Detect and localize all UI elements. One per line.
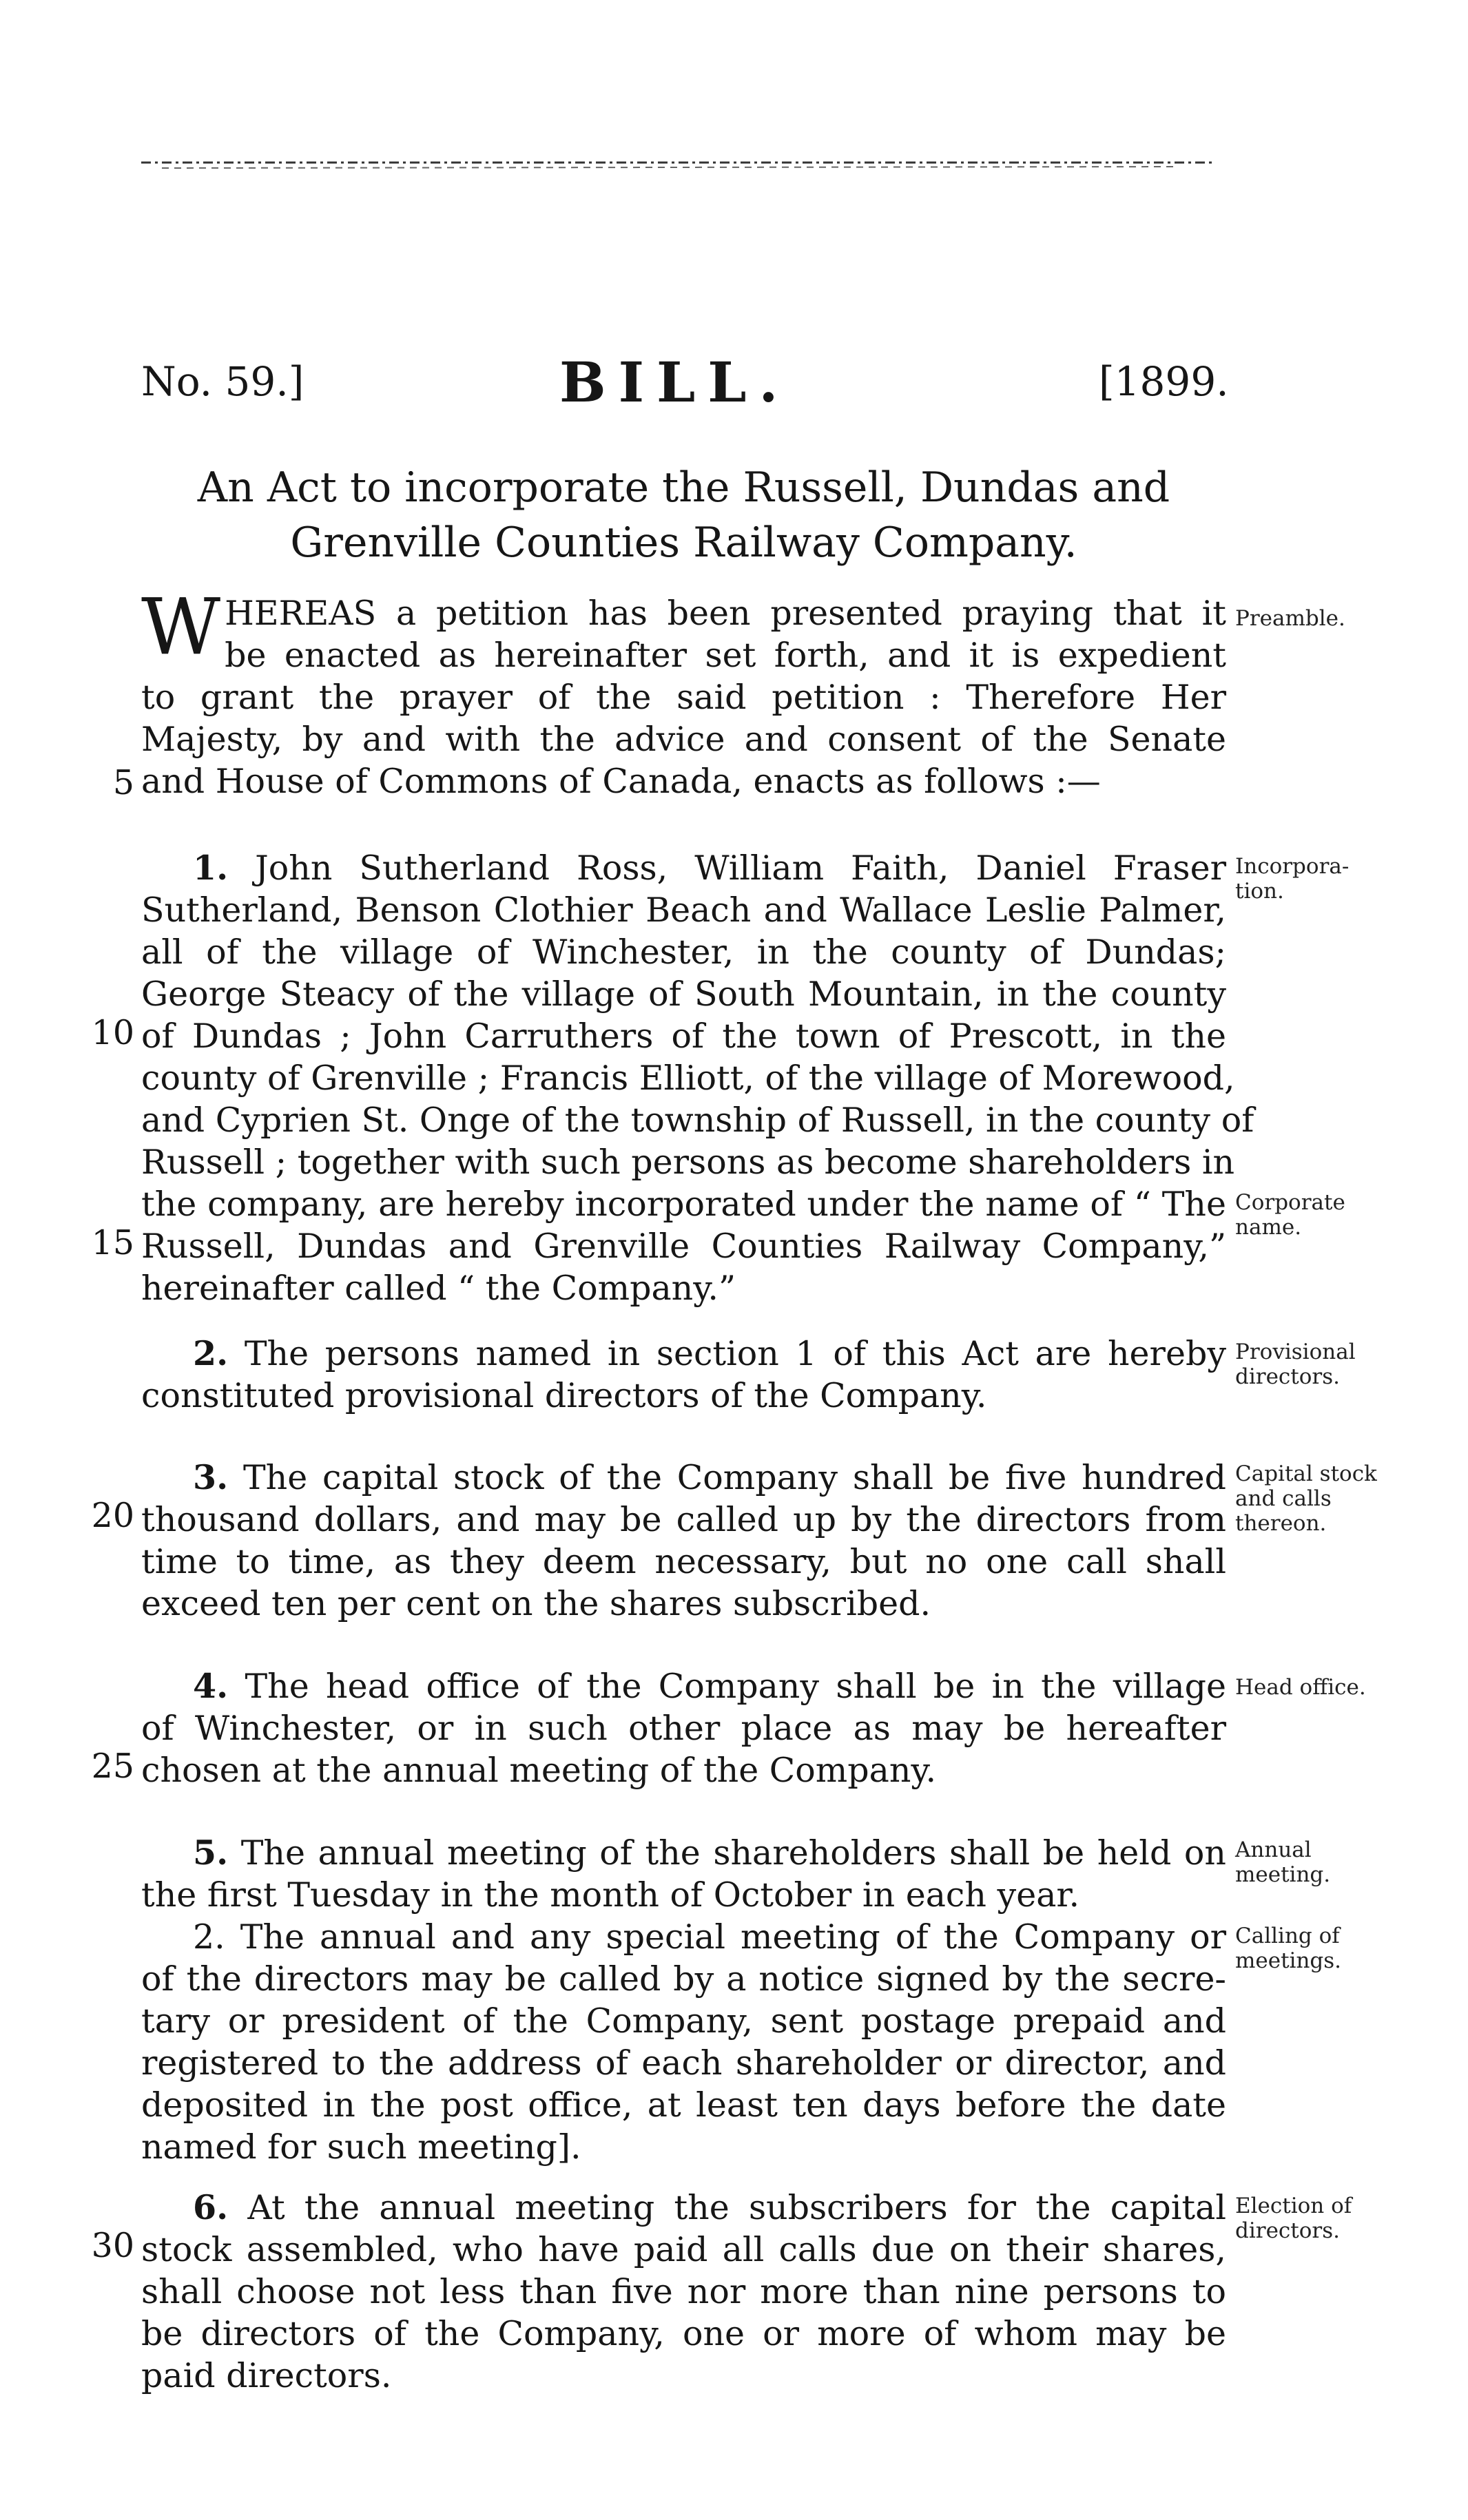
- section-line: 3. The capital stock of the Company shall be five hundred: [193, 1457, 1227, 1497]
- section-line: Russell, Dundas and Grenville Counties Railway Company,”: [141, 1227, 1226, 1266]
- margin-note-head-office: Head office.: [1235, 1675, 1366, 1700]
- line-number: 30: [91, 2226, 134, 2265]
- section-4: [141, 1665, 1226, 1791]
- margin-note-capital-stock: Capital stock and calls thereon.: [1235, 1461, 1377, 1536]
- section-line: 5. The annual meeting of the shareholders shall be held on: [193, 1833, 1226, 1873]
- section-number: 3.: [193, 1457, 229, 1497]
- section-line: time to time, as they deem necessary, but no one call shall: [141, 1542, 1226, 1581]
- line-number: 10: [91, 1013, 134, 1052]
- preamble-line: and House of Commons of Canada, enacts as follows :—: [141, 762, 1101, 801]
- section-number: 5.: [193, 1833, 229, 1873]
- section-line: the first Tuesday in the month of October in each year.: [141, 1875, 1080, 1915]
- section-line: Russell ; together with such persons as become shareholders in: [141, 1143, 1235, 1182]
- margin-note-corporate-name: Corporate name.: [1235, 1190, 1345, 1240]
- section-line: chosen at the annual meeting of the Company.: [141, 1751, 937, 1790]
- preamble-line: be enacted as hereinafter set forth, and it is expedient: [225, 636, 1226, 675]
- section-line: of Dundas ; John Carruthers of the town of Prescott, in the: [141, 1017, 1226, 1056]
- section-line: thousand dollars, and may be called up by the directors from: [141, 1500, 1226, 1539]
- top-rule: [141, 157, 1212, 172]
- margin-note-calling-meetings: Calling of meetings.: [1235, 1924, 1342, 1973]
- section-line: Sutherland, Benson Clothier Beach and Wallace Leslie Palmer,: [141, 891, 1226, 930]
- bill-heading: BILL.: [559, 350, 791, 415]
- margin-note-provisional-directors: Provisional directors.: [1235, 1340, 1356, 1389]
- section-line: all of the village of Winchester, in the county of Dundas;: [141, 933, 1226, 972]
- line-number: 25: [91, 1747, 134, 1786]
- section-line: registered to the address of each shareholder or director, and: [141, 2043, 1226, 2083]
- section-line: hereinafter called “ the Company.”: [141, 1269, 736, 1308]
- preamble-line: to grant the prayer of the said petition : Therefore Her: [141, 678, 1226, 717]
- line-number: 5: [112, 763, 134, 802]
- act-title: [141, 460, 1226, 570]
- section-number: 1.: [193, 848, 229, 888]
- margin-note-election-directors: Election of directors.: [1235, 2194, 1352, 2243]
- section-number: 2.: [193, 1333, 229, 1373]
- section-5: [141, 1832, 1226, 2168]
- section-line: tary or president of the Company, sent postage prepaid and: [141, 2001, 1226, 2041]
- bill-year: [1899.: [1099, 358, 1229, 405]
- preamble-line: HEREAS a petition has been presented praying that it: [225, 594, 1226, 633]
- section-number: 6.: [193, 2187, 229, 2227]
- section-line: of Winchester, or in such other place as may be hereafter: [141, 1709, 1226, 1748]
- section-line: county of Grenville ; Francis Elliott, of the village of Morewood,: [141, 1059, 1235, 1098]
- section-line: 4. The head office of the Company shall be in the village: [193, 1666, 1227, 1706]
- bill-number: No. 59.]: [141, 358, 304, 405]
- section-line: deposited in the post office, at least ten days before the date: [141, 2085, 1226, 2125]
- line-number: 15: [91, 1223, 134, 1262]
- line-number: 20: [91, 1496, 134, 1535]
- section-line: 2. The annual and any special meeting of the Company or: [193, 1917, 1226, 1957]
- section-line: exceed ten per cent on the shares subscribed.: [141, 1584, 931, 1623]
- section-line: of the directors may be called by a notice signed by the secre-: [141, 1959, 1226, 1999]
- act-title-line-2: Grenville Counties Railway Company.: [290, 519, 1077, 567]
- section-6: [141, 2187, 1226, 2397]
- section-line: stock assembled, who have paid all calls due on their shares,: [141, 2230, 1226, 2269]
- section-1: [141, 847, 1254, 1309]
- preamble-dropcap: W: [141, 583, 221, 672]
- section-line: 2. The persons named in section 1 of this Act are hereby: [193, 1333, 1227, 1373]
- section-number: 4.: [193, 1666, 229, 1706]
- section-line: and Cyprien St. Onge of the township of Russell, in the county of: [141, 1101, 1254, 1140]
- section-line: 1. John Sutherland Ross, William Faith, Daniel Fraser: [193, 848, 1226, 888]
- section-2: [141, 1333, 1226, 1417]
- section-line: be directors of the Company, one or more of whom may be: [141, 2314, 1226, 2353]
- preamble: [141, 583, 1226, 802]
- act-title-line-1: An Act to incorporate the Russell, Dundas and: [197, 464, 1170, 512]
- section-line: the company, are hereby incorporated under the name of “ The: [141, 1185, 1226, 1224]
- section-line: George Steacy of the village of South Mountain, in the county: [141, 975, 1226, 1014]
- section-line: constituted provisional directors of the Company.: [141, 1376, 987, 1415]
- margin-note-preamble: Preamble.: [1235, 606, 1345, 631]
- margin-note-incorporation: Incorpora- tion.: [1235, 854, 1350, 904]
- section-line: named for such meeting].: [141, 2127, 581, 2167]
- section-3: [141, 1457, 1226, 1625]
- section-line: shall choose not less than five nor more than nine persons to: [141, 2272, 1226, 2311]
- preamble-line: Majesty, by and with the advice and consent of the Senate: [141, 720, 1226, 759]
- section-line: 6. At the annual meeting the subscribers for the capital: [193, 2187, 1226, 2227]
- section-line: paid directors.: [141, 2356, 392, 2395]
- margin-note-annual-meeting: Annual meeting.: [1235, 1837, 1331, 1887]
